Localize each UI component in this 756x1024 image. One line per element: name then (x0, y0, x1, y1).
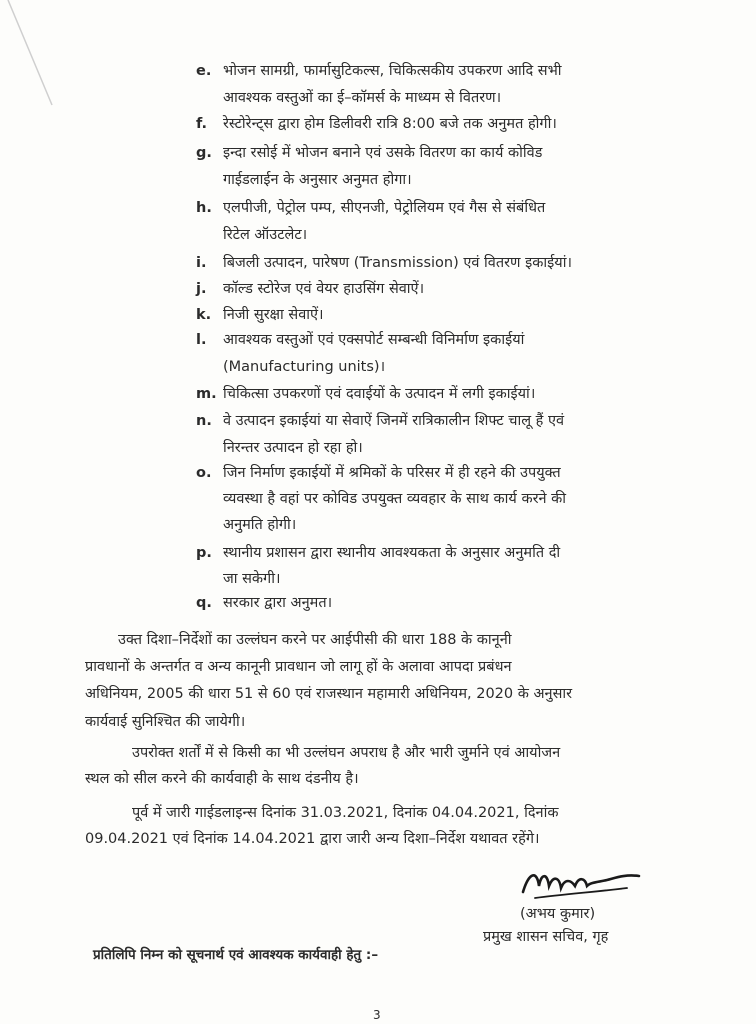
para-line: पूर्व में जारी गाईडलाइन्स दिनांक 31.03.2021, दिनांक 04.04.2021, दिनांक (132, 805, 559, 821)
para-line: स्थल को सील करने की कार्यवाही के साथ दंडनीय है। (85, 771, 359, 787)
list-item-text: (Manufacturing units)। (223, 359, 386, 375)
list-item-text: भोजन सामग्री, फार्मासुटिकल्स, चिकित्सकीय उपकरण आदि सभी (223, 63, 562, 79)
list-item-label: i. (196, 255, 207, 271)
list-item-label: m. (196, 386, 217, 402)
list-item-label: l. (196, 332, 207, 348)
list-item-label: p. (196, 545, 212, 561)
list-item-text: जिन निर्माण इकाईयों में श्रमिकों के परिसर में ही रहने की उपयुक्त (223, 465, 561, 481)
page-number: 3 (373, 1008, 381, 1022)
para-line: उपरोक्त शर्तों में से किसी का भी उल्लंघन अपराध है और भारी जुर्माने एवं आयोजन (132, 745, 561, 761)
handwritten-signature (515, 862, 645, 908)
list-item-text: एलपीजी, पेट्रोल पम्प, सीएनजी, पेट्रोलियम एवं गैस से संबंधित (223, 200, 546, 216)
para-line: प्रावधानों के अन्तर्गत व अन्य कानूनी प्रावधान जो लागू हों के अलावा आपदा प्रबंधन (85, 659, 512, 675)
signatory-name: (अभय कुमार) (520, 906, 596, 922)
list-item-label: f. (196, 116, 208, 132)
list-item-text: जा सकेगी। (223, 571, 281, 587)
copy-to-note: प्रतिलिपि निम्न को सूचनार्थ एवं आवश्यक कार्यवाही हेतु :– (93, 947, 379, 963)
list-item-label: e. (196, 63, 212, 79)
list-item-text: वे उत्पादन इकाईयां या सेवाऐं जिनमें रात्रिकालीन शिफ्ट चालू हैं एवं (223, 413, 565, 429)
list-item-text: आवश्यक वस्तुओं का ई–कॉमर्स के माध्यम से वितरण। (223, 90, 502, 106)
signatory-designation: प्रमुख शासन सचिव, गृह (483, 929, 609, 945)
list-item-text: चिकित्सा उपकरणों एवं दवाईयों के उत्पादन में लगी इकाईयां। (223, 386, 536, 402)
list-item-label: k. (196, 307, 212, 323)
list-item-text: रेस्टोरेन्ट्स द्वारा होम डिलीवरी रात्रि 8:00 बजे तक अनुमत होगी। (223, 116, 557, 132)
para-line: 09.04.2021 एवं दिनांक 14.04.2021 द्वारा जारी अन्य दिशा–निर्देश यथावत रहेंगे। (85, 831, 540, 847)
list-item-label: j. (196, 281, 207, 297)
list-item-text: कॉल्ड स्टोरेज एवं वेयर हाउसिंग सेवाऐं। (223, 281, 425, 297)
para-line: कार्यवाई सुनिश्चित की जायेगी। (85, 714, 246, 730)
list-item-label: g. (196, 145, 212, 161)
list-item-text: रिटेल ऑउटलेट। (223, 227, 308, 243)
list-item-label: h. (196, 200, 212, 216)
list-item-text: व्यवस्था है वहां पर कोविड उपयुक्त व्यवहार के साथ कार्य करने की (223, 491, 567, 507)
para-line: अधिनियम, 2005 की धारा 51 से 60 एवं राजस्थान महामारी अधिनियम, 2020 के अनुसार (85, 686, 573, 702)
list-item-text: सरकार द्वारा अनुमत। (223, 595, 333, 611)
list-item-text: आवश्यक वस्तुओं एवं एक्सपोर्ट सम्बन्धी विनिर्माण इकाईयां (223, 332, 525, 348)
list-item-text: इन्दा रसोई में भोजन बनाने एवं उसके वितरण का कार्य कोविड (223, 145, 543, 161)
list-item-text: अनुमति होगी। (223, 517, 297, 533)
list-item-label: n. (196, 413, 212, 429)
list-item-text: निरन्तर उत्पादन हो रहा हो। (223, 440, 363, 456)
list-item-text: निजी सुरक्षा सेवाऐं। (223, 307, 324, 323)
para-line: उक्त दिशा–निर्देशों का उल्लंघन करने पर आईपीसी की धारा 188 के कानूनी (118, 632, 512, 648)
list-item-text: स्थानीय प्रशासन द्वारा स्थानीय आवश्यकता के अनुसार अनुमति दी (223, 545, 561, 561)
list-item-label: o. (196, 465, 212, 481)
list-item-text: गाईडलाईन के अनुसार अनुमत होगा। (223, 172, 412, 188)
paper-fold-mark (0, 0, 60, 110)
list-item-label: q. (196, 595, 212, 611)
list-item-text: बिजली उत्पादन, पारेषण (Transmission) एवं वितरण इकाईयां। (223, 255, 572, 271)
